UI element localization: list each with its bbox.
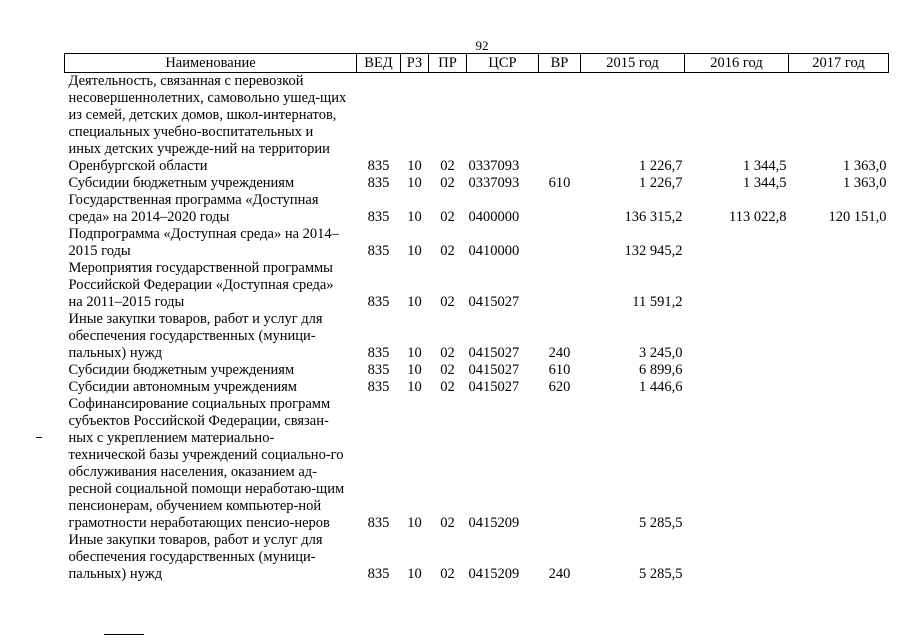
cell-name: Государственная программа «Доступная среда» на 2014–2020 годы	[68, 192, 319, 225]
table-row	[65, 396, 889, 532]
budget-table	[64, 53, 889, 583]
table-row	[65, 311, 889, 362]
cell-2017: 1 363,0	[843, 158, 887, 174]
table-row	[65, 175, 889, 192]
table-row	[65, 379, 889, 396]
cell-name: Деятельность, связанная с перевозкой несовершеннолетних, самовольно ушед-щих из семей, детских домов, школ-интернатов, специальных учебно-воспитательных и иных детских учрежде-ний на территории Оренбургской области	[68, 73, 347, 174]
cell-2016	[685, 260, 789, 311]
header-pr: ПР	[429, 54, 467, 73]
cell-pr: 02	[440, 566, 455, 582]
cell-rz: 10	[407, 175, 422, 191]
cell-2016: 113 022,8	[729, 209, 787, 225]
cell-csr: 0415027	[468, 345, 520, 361]
cell-ved: 835	[367, 175, 390, 191]
cell-rz: 10	[407, 243, 422, 259]
cell-ved: 835	[367, 515, 390, 531]
table-row	[65, 362, 889, 379]
cell-rz: 10	[407, 379, 422, 395]
cell-ved: 835	[367, 243, 390, 259]
cell-2016	[685, 311, 789, 362]
cell-2017	[789, 311, 889, 362]
table-body	[65, 73, 889, 584]
header-vr: ВР	[539, 54, 581, 73]
cell-2016	[685, 226, 789, 260]
cell-2015: 132 945,2	[624, 243, 683, 259]
cell-vr: 240	[548, 345, 571, 361]
cell-csr: 0410000	[468, 243, 520, 259]
cell-vr: 610	[548, 175, 571, 191]
cell-2016: 1 344,5	[743, 175, 787, 191]
cell-pr: 02	[440, 515, 455, 531]
cell-name: Софинансирование социальных программ субъектов Российской Федерации, связан-ных с укреплением материально-технической базы учреждений социально-го обслуживания населения, оказанием ад-ресной социальной помощи неработаю-щим пенсионерам, обучением компьютер-ной грамотности неработающих пенсио-неров	[68, 396, 345, 531]
cell-name: Подпрограмма «Доступная среда» на 2014–2015 годы	[68, 226, 339, 259]
cell-rz: 10	[407, 158, 422, 174]
cell-2016: 1 344,5	[743, 158, 787, 174]
cell-2015: 136 315,2	[624, 209, 683, 225]
cell-2015: 5 285,5	[639, 566, 683, 582]
cell-pr: 02	[440, 209, 455, 225]
cell-ved: 835	[367, 209, 390, 225]
cell-name: Субсидии бюджетным учреждениям	[68, 175, 295, 191]
header-rz: РЗ	[401, 54, 429, 73]
cell-pr: 02	[440, 345, 455, 361]
cell-rz: 10	[407, 294, 422, 310]
margin-mark	[36, 437, 42, 438]
cell-name: Мероприятия государственной программы Российской Федерации «Доступная среда» на 2011–2015 годы	[68, 260, 334, 310]
cell-name: Иные закупки товаров, работ и услуг для обеспечения государственных (муници-пальных) нужд	[68, 532, 323, 582]
page-number: 92	[475, 38, 489, 53]
cell-2015: 1 226,7	[639, 175, 683, 191]
cell-csr: 0400000	[468, 209, 520, 225]
cell-vr: 620	[548, 379, 571, 395]
cell-vr: 240	[548, 566, 571, 582]
cell-pr: 02	[440, 379, 455, 395]
cell-2016	[685, 362, 789, 379]
cell-2017	[789, 362, 889, 379]
cell-rz: 10	[407, 362, 422, 378]
cell-pr: 02	[440, 175, 455, 191]
cell-2015: 11 591,2	[632, 294, 683, 310]
cell-2017	[789, 226, 889, 260]
table-row	[65, 260, 889, 311]
header-csr: ЦСР	[467, 54, 539, 73]
cell-vr	[539, 226, 581, 260]
cell-name: Субсидии бюджетным учреждениям	[68, 362, 295, 378]
bottom-rule	[104, 634, 144, 635]
cell-pr: 02	[440, 243, 455, 259]
cell-pr: 02	[440, 362, 455, 378]
cell-csr: 0415027	[468, 379, 520, 395]
header-2016: 2016 год	[685, 54, 789, 73]
cell-ved: 835	[367, 294, 390, 310]
cell-2015: 1 226,7	[639, 158, 683, 174]
cell-rz: 10	[407, 515, 422, 531]
cell-2017	[789, 532, 889, 583]
cell-rz: 10	[407, 345, 422, 361]
cell-2017	[789, 396, 889, 532]
cell-name: Иные закупки товаров, работ и услуг для обеспечения государственных (муници-пальных) нужд	[68, 311, 323, 361]
cell-2015: 1 446,6	[639, 379, 683, 395]
cell-rz: 10	[407, 209, 422, 225]
cell-2016	[685, 379, 789, 396]
table-row	[65, 532, 889, 583]
cell-ved: 835	[367, 158, 390, 174]
cell-rz: 10	[407, 566, 422, 582]
cell-vr	[539, 73, 581, 176]
cell-csr: 0415027	[468, 294, 520, 310]
cell-csr: 0415027	[468, 362, 520, 378]
cell-csr: 0337093	[468, 158, 520, 174]
cell-csr: 0415209	[468, 515, 520, 531]
cell-2017	[789, 260, 889, 311]
cell-2017	[789, 379, 889, 396]
cell-vr	[539, 396, 581, 532]
cell-2017: 120 151,0	[828, 209, 887, 225]
cell-ved: 835	[367, 566, 390, 582]
cell-2015: 6 899,6	[639, 362, 683, 378]
cell-2015: 3 245,0	[639, 345, 683, 361]
header-2017: 2017 год	[789, 54, 889, 73]
header-ved: ВЕД	[357, 54, 401, 73]
cell-vr	[539, 192, 581, 226]
cell-csr: 0415209	[468, 566, 520, 582]
table-row	[65, 226, 889, 260]
cell-2017: 1 363,0	[843, 175, 887, 191]
cell-ved: 835	[367, 345, 390, 361]
cell-ved: 835	[367, 362, 390, 378]
header-2015: 2015 год	[581, 54, 685, 73]
table-header-row	[65, 54, 889, 73]
table-row	[65, 73, 889, 176]
cell-csr: 0337093	[468, 175, 520, 191]
header-name: Наименование	[65, 54, 357, 73]
cell-vr	[539, 260, 581, 311]
cell-name: Субсидии автономным учреждениям	[68, 379, 297, 395]
cell-pr: 02	[440, 158, 455, 174]
cell-2015: 5 285,5	[639, 515, 683, 531]
cell-2016	[685, 396, 789, 532]
table-row	[65, 192, 889, 226]
cell-2016	[685, 532, 789, 583]
cell-vr: 610	[548, 362, 571, 378]
cell-pr: 02	[440, 294, 455, 310]
cell-ved: 835	[367, 379, 390, 395]
